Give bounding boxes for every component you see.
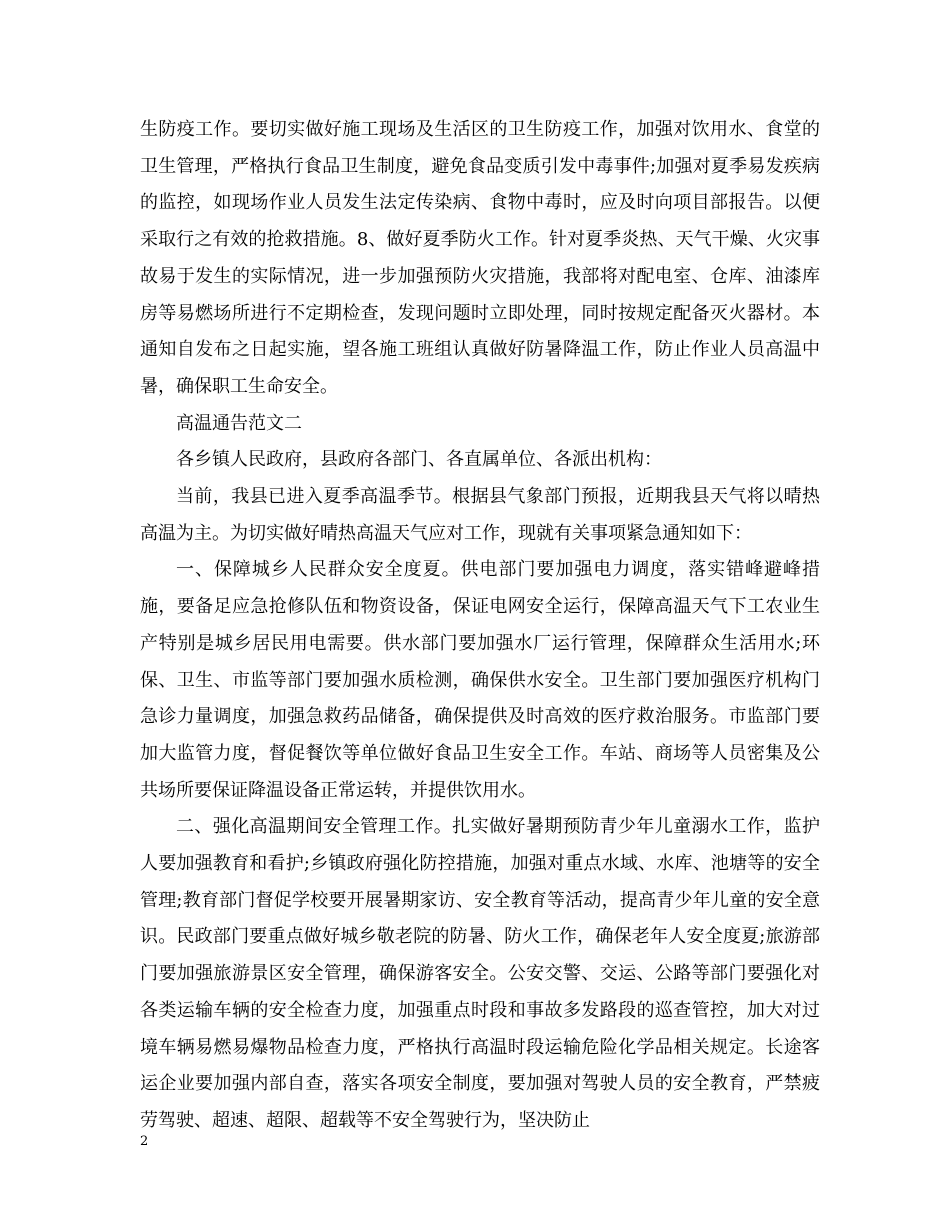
paragraph-item-one: 一、保障城乡人民群众安全度夏。供电部门要加强电力调度，落实错峰避峰措施，要备足应急抢修队伍和物资设备，保证电网安全运行，保障高温天气下工农业生产特别是城乡居民用电需要。供水部门要加强水厂运行管理，保障群众生活用水;环保、卫生、市监等部门要加强水质检测，确保供水安全。卫生部门要加强医疗机构门急诊力量调度，加强急救药品储备，确保提供及时高效的医疗救治服务。市监部门要加大监管力度，督促餐饮等单位做好食品卫生安全工作。车站、商场等人员密集及公共场所要保证降温设备正常运转，并提供饮用水。	[140, 559, 820, 801]
page-number: 2	[140, 1134, 149, 1149]
paragraph-epidemic-fire-prevention: 生防疫工作。要切实做好施工现场及生活区的卫生防疫工作，加强对饮用水、食堂的卫生管理，严格执行食品卫生制度，避免食品变质引发中毒事件;加强对夏季易发疾病的监控，如现场作业人员发生法定传染病、食物中毒时，应及时向项目部报告。以便采取行之有效的抢救措施。8、做好夏季防火工作。针对夏季炎热、天气干燥、火灾事故易于发生的实际情况，进一步加强预防火灾措施，我部将对配电室、仓库、油漆库房等易燃场所进行不定期检查，发现问题时立即处理，同时按规定配备灭火器材。本通知自发布之日起实施，望各施工班组认真做好防暑降温工作，防止作业人员高温中暑，确保职工生命安全。	[140, 119, 820, 397]
section-heading-sample-two: 高温通告范文二	[176, 412, 302, 434]
salutation: 各乡镇人民政府，县政府各部门、各直属单位、各派出机构：	[176, 449, 662, 471]
paragraph-item-two: 二、强化高温期间安全管理工作。扎实做好暑期预防青少年儿童溺水工作，监护人要加强教育和看护;乡镇政府强化防控措施，加强对重点水域、水库、池塘等的安全管理;教育部门督促学校要开展暑期家访、安全教育等活动，提高青少年儿童的安全意识。民政部门要重点做好城乡敬老院的防暑、防火工作，确保老年人安全度夏;旅游部门要加强旅游景区安全管理，确保游客安全。公安交警、交运、公路等部门要强化对各类运输车辆的安全检查力度，加强重点时段和事故多发路段的巡查管控，加大对过境车辆易燃易爆物品检查力度，严格执行高温时段运输危险化学品相关规定。长途客运企业要加强内部自查，落实各项安全制度，要加强对驾驶人员的安全教育，严禁疲劳驾驶、超速、超限、超载等不安全驾驶行为，坚决防止	[140, 816, 820, 1131]
document-body	[140, 112, 820, 1140]
paragraph-introduction: 当前，我县已进入夏季高温季节。根据县气象部门预报，近期我县天气将以晴热高温为主。为切实做好晴热高温天气应对工作，现就有关事项紧急通知如下：	[140, 486, 820, 544]
